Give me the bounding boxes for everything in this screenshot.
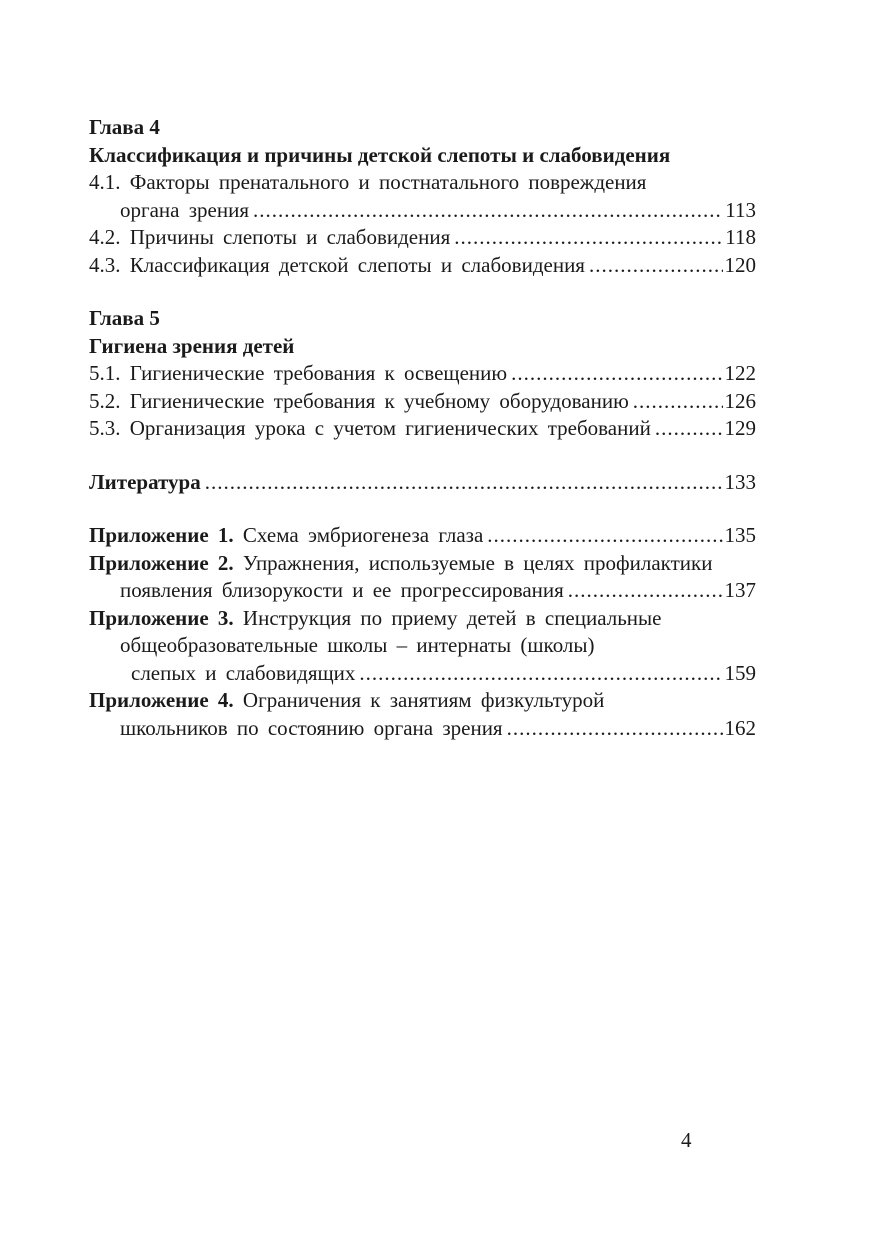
toc-entry-page: 133 — [724, 469, 756, 494]
dot-leader — [633, 388, 723, 416]
chapter-4-heading: Глава 4 — [89, 115, 160, 139]
toc-entry-text-line1: Ограничения к занятиям физкультурой — [242, 688, 605, 712]
toc-entry-page: 159 — [724, 660, 756, 685]
dot-leader — [359, 660, 722, 688]
toc-entry-text-line1: Упражнения, используемые в целях профилактики — [242, 550, 713, 575]
toc-entry-page: 129 — [724, 416, 756, 440]
toc-entry-5-3[interactable] — [89, 415, 756, 443]
toc-entry-page: 120 — [724, 252, 756, 277]
toc-entry-4-3[interactable] — [89, 252, 756, 280]
appendix-label: Приложение 3. — [89, 605, 234, 630]
section-spacer — [89, 496, 756, 522]
section-spacer — [89, 279, 756, 305]
toc-entry-page: 162 — [724, 715, 756, 740]
dot-leader — [253, 197, 723, 225]
toc-entry-4-2[interactable] — [89, 224, 756, 252]
toc-entry-text: 5.1. Гигиенические требования к освещению — [89, 361, 508, 385]
toc-entry-5-1[interactable] — [89, 360, 756, 388]
toc-entry-text: органа зрения — [120, 197, 249, 222]
appendix-label: Приложение 4. — [89, 688, 234, 712]
dot-leader — [589, 252, 723, 280]
toc-entry-appendix-4-line1 — [89, 687, 756, 715]
toc-entry-appendix-2-line1 — [89, 550, 756, 578]
toc-entry-appendix-1[interactable] — [89, 522, 756, 550]
toc-entry-text: появления близорукости и ее прогрессирования — [120, 578, 564, 602]
toc-entry-4-1-line1: 4.1. Факторы пренатального и постнатального повреждения — [89, 170, 647, 194]
chapter-4-title: Классификация и причины детской слепоты и слабовидения — [89, 142, 671, 167]
toc-entry-text: 5.2. Гигиенические требования к учебному оборудованию — [89, 388, 629, 413]
toc-entry-page: 113 — [725, 197, 756, 222]
appendix-label: Приложение 1. — [89, 523, 234, 547]
toc-entry-text: 4.2. Причины слепоты и слабовидения — [89, 225, 451, 249]
toc-entry-appendix-2[interactable] — [89, 577, 756, 605]
table-of-contents — [89, 114, 756, 742]
dot-leader — [511, 360, 722, 388]
dot-leader — [454, 224, 723, 252]
toc-entry-page: 118 — [725, 225, 756, 249]
literature-label: Литература — [89, 469, 201, 494]
toc-entry-text-line1: Инструкция по приему детей в специальные — [242, 605, 662, 630]
toc-entry-text: школьников по состоянию органа зрения — [120, 715, 503, 740]
dot-leader — [655, 415, 723, 443]
chapter-5-title: Гигиена зрения детей — [89, 333, 295, 358]
toc-entry-text: 4.3. Классификация детской слепоты и слабовидения — [89, 252, 585, 277]
toc-entry-text: Схема эмбриогенеза глаза — [242, 523, 484, 547]
toc-entry-5-2[interactable] — [89, 388, 756, 416]
toc-entry-page: 135 — [724, 523, 756, 547]
toc-entry-literature[interactable] — [89, 469, 756, 497]
chapter-5-heading: Глава 5 — [89, 306, 160, 330]
toc-entry-appendix-3-line2: общеобразовательные школы – интернаты (школы) — [120, 633, 595, 657]
toc-entry-text: 5.3. Организация урока с учетом гигиенических требований — [89, 416, 651, 440]
dot-leader — [205, 469, 723, 497]
toc-entry-page: 126 — [724, 388, 756, 413]
toc-entry-text: слепых и слабовидящих — [131, 660, 356, 685]
dot-leader — [507, 715, 723, 743]
toc-entry-page: 137 — [724, 578, 756, 602]
toc-entry-appendix-3[interactable] — [89, 660, 756, 688]
dot-leader — [568, 577, 723, 605]
toc-entry-appendix-4[interactable] — [89, 715, 756, 743]
toc-entry-appendix-3-line1 — [89, 605, 756, 633]
appendix-label: Приложение 2. — [89, 550, 234, 575]
section-spacer — [89, 443, 756, 469]
dot-leader — [487, 522, 722, 550]
page-number: 4 — [681, 1128, 692, 1152]
toc-entry-page: 122 — [724, 361, 756, 385]
toc-entry-4-1[interactable] — [89, 197, 756, 225]
